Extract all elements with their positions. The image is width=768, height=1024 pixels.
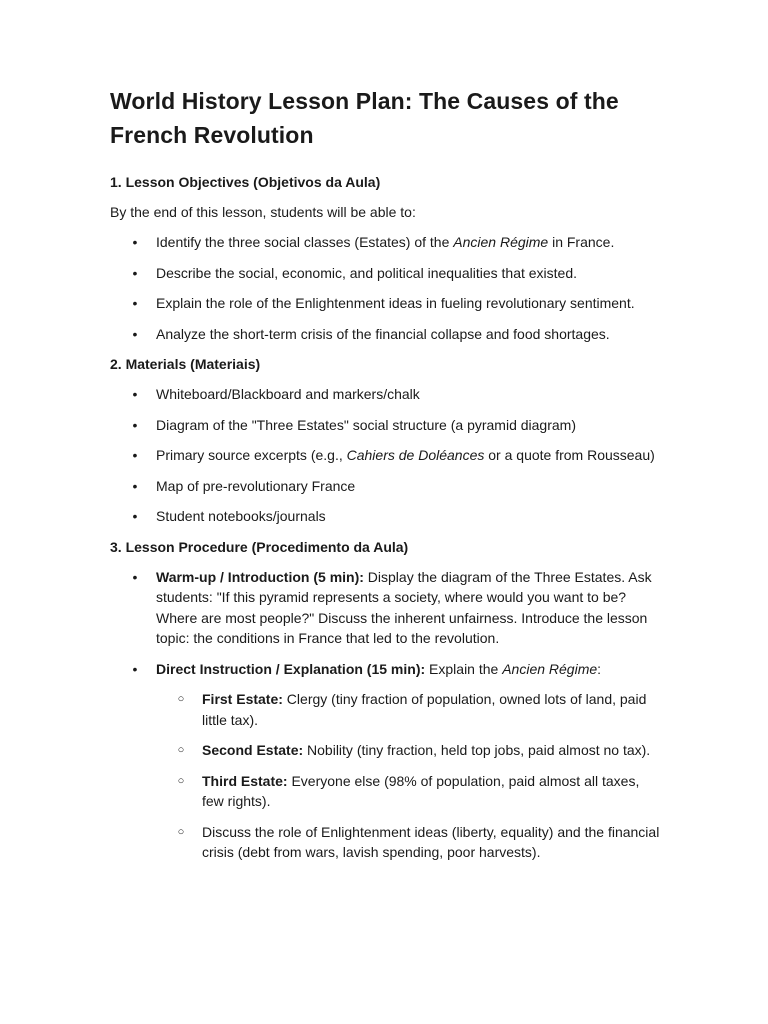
bullet-icon: • <box>132 508 138 524</box>
hollow-bullet-icon: ○ <box>177 744 185 756</box>
list-item: • Diagram of the "Three Estates" social structure (a pyramid diagram) <box>110 415 660 436</box>
bullet-icon: • <box>132 295 138 311</box>
bullet-icon: • <box>132 447 138 463</box>
estates-sublist <box>156 689 660 863</box>
list-item: • Warm-up / Introduction (5 min): Display the diagram of the Three Estates. Ask students: "If this pyramid represents a society, where would you want to be? Where are most people?" Discuss the inherent unfairness. Introduce the lesson topic: the conditions in France that led to the revolution. <box>110 567 660 649</box>
sub-list-item: ○ Discuss the role of Enlightenment ideas (liberty, equality) and the financial crisis (debt from wars, lavish spending, poor harvests). <box>177 823 660 860</box>
sub-list-item: ○ Third Estate: Everyone else (98% of population, paid almost all taxes, few rights). <box>177 772 640 809</box>
section-heading-objectives: 1. Lesson Objectives (Objetivos da Aula) <box>110 174 381 190</box>
section-heading-procedure: 3. Lesson Procedure (Procedimento da Aula) <box>110 538 409 555</box>
bullet-icon: • <box>132 234 138 250</box>
list-item: • Map of pre-revolutionary France <box>110 476 660 497</box>
bullet-icon: • <box>132 325 138 342</box>
hollow-bullet-icon: ○ <box>177 774 185 787</box>
hollow-bullet-icon: ○ <box>177 693 185 705</box>
procedure-list <box>110 567 660 863</box>
objectives-intro: By the end of this lesson, students will be able to: <box>110 204 416 220</box>
hollow-bullet-icon: ○ <box>177 825 185 838</box>
list-item: • Explain the role of the Enlightenment ideas in fueling revolutionary sentiment. <box>110 293 660 314</box>
list-item: • Whiteboard/Blackboard and markers/chalk <box>110 384 660 405</box>
materials-list <box>110 384 660 527</box>
bullet-icon: • <box>132 660 138 677</box>
section-heading-materials: 2. Materials (Materiais) <box>110 356 261 372</box>
list-item: • Direct Instruction / Explanation (15 min): Explain the Ancien Régime: ○ First Estate: Clergy (tiny fraction of population, owned lots of land, paid little tax). ○ Second Estate: Nobility (tiny fraction, held top jobs, paid almost no tax). ○ Third Estate: Everyone else (98% of population, paid almost all taxes, few rights). ○ Discuss the role of Enlightenment ideas (liberty, equality) and the financial crisis (debt from wars, lavish spending, poor harvests). <box>110 659 660 863</box>
objectives-list <box>110 232 660 344</box>
bullet-icon: • <box>132 416 138 433</box>
document-title: World History Lesson Plan: The Causes of the French Revolution <box>110 88 619 148</box>
list-item: • Analyze the short-term crisis of the financial collapse and food shortages. <box>110 324 660 345</box>
bullet-icon: • <box>132 568 138 585</box>
bullet-icon: • <box>132 386 138 402</box>
list-item: • Identify the three social classes (Estates) of the Ancien Régime in France. <box>110 232 660 253</box>
list-item: • Primary source excerpts (e.g., Cahiers de Doléances or a quote from Rousseau) <box>110 445 660 466</box>
bullet-icon: • <box>132 264 138 281</box>
sub-list-item: ○ First Estate: Clergy (tiny fraction of population, owned lots of land, paid little tax). <box>177 691 647 728</box>
bullet-icon: • <box>132 477 138 494</box>
sub-list-item: ○ Second Estate: Nobility (tiny fraction, held top jobs, paid almost no tax). <box>156 740 660 761</box>
list-item: • Describe the social, economic, and political inequalities that existed. <box>110 263 660 284</box>
list-item: • Student notebooks/journals <box>110 506 660 527</box>
